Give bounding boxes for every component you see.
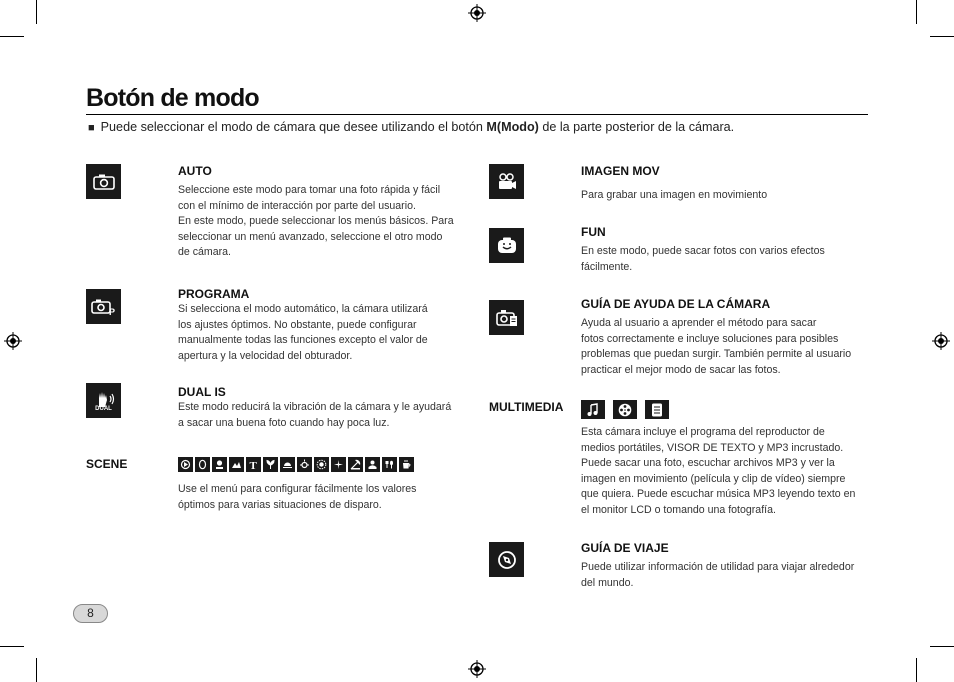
intro-text-bold: M(Modo): [486, 120, 539, 134]
camera-program-icon: [86, 289, 121, 324]
crop-mark: [36, 658, 37, 682]
cafe-icon: [399, 457, 414, 472]
title-divider: [86, 114, 868, 115]
backlight-icon: [314, 457, 329, 472]
svg-text:T: T: [249, 460, 257, 470]
registration-mark-icon: [932, 332, 950, 350]
svg-text:P: P: [108, 306, 115, 316]
text-icon: [246, 457, 261, 472]
registration-mark-icon: [468, 660, 486, 678]
dual-icon-label: DUAL: [95, 405, 112, 412]
scene-icon-row: [178, 457, 414, 472]
portrait-icon: [195, 457, 210, 472]
mp3-music-icon: [581, 400, 605, 419]
multimedia-icon-row: [581, 400, 669, 419]
sunset-icon: [280, 457, 295, 472]
dual-is-hand-icon: [86, 383, 121, 418]
auto-description: [178, 183, 454, 261]
text-line: del mundo.: [581, 576, 634, 589]
dawn-icon: [297, 457, 312, 472]
text-line: problemas que puedan surgir. También permite al usuario: [581, 348, 852, 361]
dual-is-description: [178, 400, 451, 431]
text-line: imagen en movimiento (película y clip de vídeo) siempre: [581, 472, 846, 485]
text-line: Este modo reducirá la vibración de la cámara y le ayudará: [178, 401, 452, 413]
text-line: a sacar una buena foto cuando hay poca luz.: [178, 416, 390, 429]
text-line: Puede utilizar información de utilidad para viajar alrededor: [581, 561, 855, 573]
guide-heading: GUÍA DE AYUDA DE LA CÁMARA: [581, 297, 771, 311]
text-line: fácilmente.: [581, 260, 633, 273]
auto-heading: AUTO: [178, 164, 212, 178]
page-title: Botón de modo: [86, 84, 259, 112]
fun-heading: FUN: [581, 225, 606, 239]
guide-description: [581, 316, 851, 378]
crop-mark: [36, 0, 37, 24]
night-icon: [178, 457, 193, 472]
text-line: de cámara.: [178, 246, 231, 259]
text-viewer-icon: [645, 400, 669, 419]
intro-text-pre: Puede seleccionar el modo de cámara que desee utilizando el botón: [100, 120, 487, 134]
scene-label: SCENE: [86, 457, 128, 471]
scene-description: [178, 482, 416, 513]
landscape-icon: [229, 457, 244, 472]
crop-mark: [930, 36, 954, 37]
text-line: que quiera. Puede escuchar música MP3 leyendo texto en: [581, 488, 856, 501]
text-line: practicar el mejor modo de sacar las fotos.: [581, 363, 781, 376]
text-line: el monitor LCD o tomando una fotografía.: [581, 503, 776, 516]
closeup-icon: [263, 457, 278, 472]
text-line: En este modo, puede seleccionar los menús básicos. Para: [178, 215, 454, 228]
text-line: En este modo, puede sacar fotos con varios efectos: [581, 245, 825, 257]
fun-description: [581, 244, 825, 275]
intro-paragraph: [88, 120, 734, 134]
fun-face-icon: [489, 228, 524, 263]
text-line: Ayuda al usuario a aprender el método para sacar: [581, 317, 817, 329]
camera-guide-icon: [489, 300, 524, 335]
text-line: Seleccione este modo para tomar una foto rápida y fácil: [178, 184, 441, 196]
programa-description: [178, 302, 428, 364]
text-line: óptimos para varias situaciones de disparo.: [178, 498, 382, 511]
programa-heading: PROGRAMA: [178, 287, 250, 301]
registration-mark-icon: [4, 332, 22, 350]
film-reel-icon: [613, 400, 637, 419]
multimedia-label: MULTIMEDIA: [489, 400, 564, 414]
crop-mark: [916, 0, 917, 24]
text-line: seleccionar un menú avanzado, seleccione el otro modo: [178, 230, 443, 243]
travel-description: [581, 560, 854, 591]
crop-mark: [930, 646, 954, 647]
text-line: los ajustes óptimos. No obstante, puede configurar: [178, 318, 417, 331]
registration-mark-icon: [468, 4, 486, 22]
page-number: 8: [73, 604, 108, 623]
movie-description: [581, 188, 767, 204]
camera-icon: [86, 164, 121, 199]
text-line: fotos correctamente e incluye soluciones para posibles: [581, 332, 839, 345]
text-line: Esta cámara incluye el programa del reproductor de: [581, 426, 825, 438]
bullet-icon: ■: [88, 122, 95, 134]
food-icon: [382, 457, 397, 472]
text-line: Puede sacar una foto, escuchar archivos MP3 y ver la: [581, 457, 835, 470]
text-line: manualmente todas las funciones excepto el valor de: [178, 334, 428, 347]
movie-camera-icon: [489, 164, 524, 199]
children-icon: [212, 457, 227, 472]
dual-is-heading: DUAL IS: [178, 385, 226, 399]
crop-mark: [0, 36, 24, 37]
self-shot-icon: [365, 457, 380, 472]
crop-mark: [0, 646, 24, 647]
travel-heading: GUÍA DE VIAJE: [581, 541, 669, 555]
crop-mark: [916, 658, 917, 682]
text-line: apertura y la velocidad del obturador.: [178, 349, 353, 362]
intro-text-post: de la parte posterior de la cámara.: [538, 120, 735, 134]
text-line: Para grabar una imagen en movimiento: [581, 189, 768, 201]
compass-icon: [489, 542, 524, 577]
beach-snow-icon: [348, 457, 363, 472]
text-line: Si selecciona el modo automático, la cámara utilizará: [178, 303, 428, 315]
text-line: medios portátiles, VISOR DE TEXTO y MP3 incrustado.: [581, 441, 844, 454]
movie-heading: IMAGEN MOV: [581, 164, 660, 178]
multimedia-description: [581, 425, 855, 519]
fireworks-icon: [331, 457, 346, 472]
text-line: Use el menú para configurar fácilmente los valores: [178, 483, 417, 495]
text-line: con el mínimo de interacción por parte del usuario.: [178, 199, 416, 212]
